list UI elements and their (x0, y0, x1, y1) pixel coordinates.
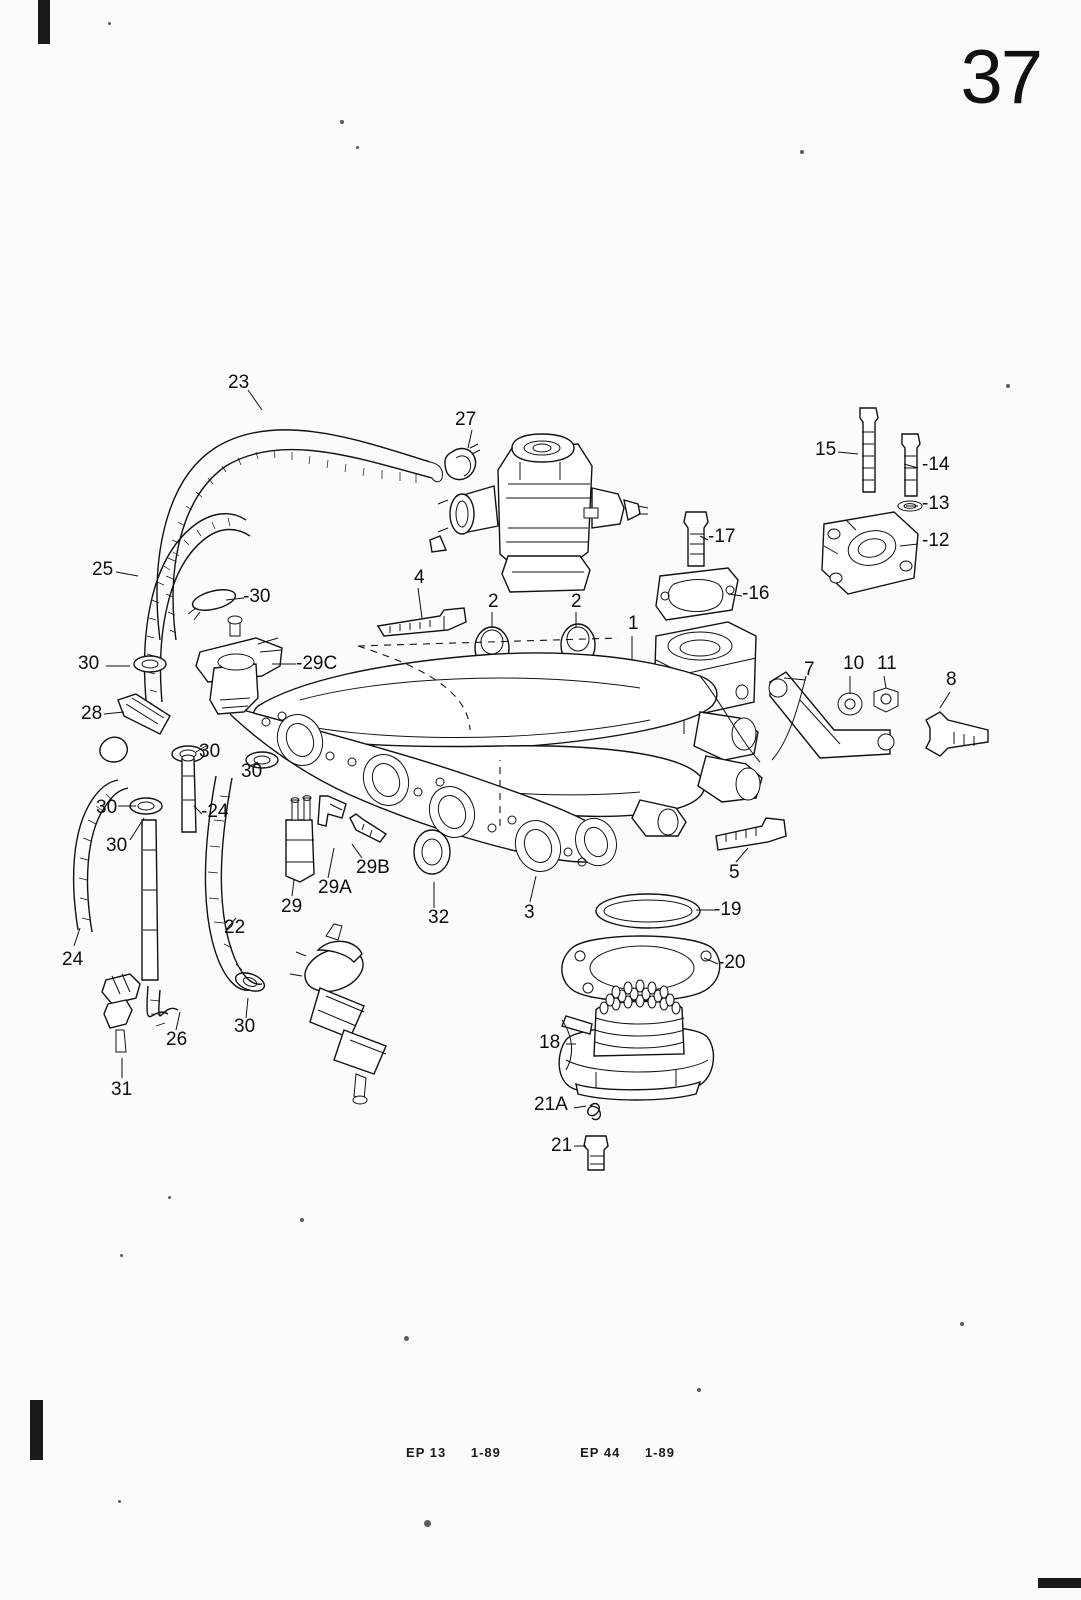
nut-11 (874, 688, 898, 712)
callout-19: -19 (714, 899, 742, 920)
bolt-5 (716, 818, 786, 850)
vacuum-servo (290, 924, 386, 1104)
callout-27: 27 (455, 409, 477, 430)
callout-11: 11 (877, 653, 897, 674)
callout-29A: 29A (318, 877, 352, 898)
footer-date-left: 1-89 (470, 1445, 501, 1460)
callout-30-c: 30 (199, 741, 221, 762)
page-footer (0, 1445, 1081, 1460)
bolt-15 (860, 408, 878, 492)
callout-29B: 29B (356, 857, 390, 878)
callout-5: 5 (729, 862, 740, 883)
callout-10: 10 (843, 653, 865, 674)
callout-32: 32 (428, 907, 450, 928)
callout-30-f: 30 (106, 835, 128, 856)
callout-20: -20 (718, 952, 746, 973)
scan-speck (424, 1520, 431, 1527)
gasket-19 (596, 894, 700, 928)
bolt-17 (684, 512, 708, 566)
bolt-21 (584, 1136, 608, 1170)
callout-12: -12 (922, 530, 950, 551)
bolt-8 (926, 712, 988, 756)
callout-30-e: 30 (96, 797, 118, 818)
callout-15: 15 (815, 439, 837, 460)
page-number: 37 (960, 35, 1041, 120)
clamp-27 (445, 444, 480, 480)
scan-speck (356, 146, 359, 149)
scan-speck (300, 1218, 304, 1222)
callout-1: 1 (628, 613, 639, 634)
callout-21A: 21A (534, 1094, 568, 1115)
bracket-7 (769, 672, 894, 758)
callout-23: 23 (228, 372, 250, 393)
callout-7: 7 (804, 659, 815, 680)
callout-8: 8 (946, 669, 957, 690)
callout-26: 26 (166, 1029, 188, 1050)
fuel-filter-29 (286, 796, 314, 882)
callout-24-b: 24 (62, 949, 84, 970)
bracket-29A (318, 796, 346, 826)
pipe-24c (142, 820, 158, 980)
footer-code-right: EP 44 (580, 1445, 621, 1460)
grommet-32 (414, 830, 450, 874)
pipe-24a (182, 755, 196, 832)
grommet-30e (233, 969, 267, 994)
callout-22: 22 (224, 917, 246, 938)
callout-30-g: 30 (234, 1016, 256, 1037)
scan-speck (168, 1196, 171, 1199)
callout-3: 3 (524, 902, 535, 923)
hose-26 (147, 986, 178, 1026)
callout-14: -14 (922, 454, 950, 475)
callout-28: 28 (81, 703, 103, 724)
callout-21: 21 (551, 1135, 573, 1156)
hose-28 (100, 694, 170, 762)
spring-21A (588, 1104, 601, 1120)
scan-speck (340, 120, 344, 124)
air-filter-18 (559, 980, 713, 1100)
washer-10 (838, 693, 862, 715)
scan-speck (800, 150, 804, 154)
callout-25: 25 (92, 559, 114, 580)
scan-speck (118, 1500, 121, 1503)
callout-2-a: 2 (488, 591, 499, 612)
grommet-30a (134, 656, 166, 672)
gasket-16 (656, 568, 738, 620)
callout-13: -13 (922, 493, 950, 514)
scan-speck (404, 1336, 409, 1341)
scan-speck (960, 1322, 964, 1326)
scan-speck (120, 1254, 123, 1257)
callout-29: 29 (281, 896, 303, 917)
callout-2-b: 2 (571, 591, 582, 612)
callout-24-a: -24 (201, 801, 229, 822)
scan-speck (1006, 384, 1010, 388)
callout-30-b: 30 (78, 653, 100, 674)
callout-17: -17 (708, 526, 736, 547)
callout-29C: -29C (296, 653, 338, 674)
bolt-14 (902, 434, 920, 496)
callout-18: 18 (539, 1032, 561, 1053)
footer-code-left: EP 13 (406, 1445, 447, 1460)
callout-30-a: -30 (243, 586, 271, 607)
callout-30-d: 30 (241, 761, 263, 782)
screw-29B (350, 814, 386, 842)
footer-date-right: 1-89 (644, 1445, 675, 1460)
scan-speck (697, 1388, 701, 1392)
flange-12 (822, 512, 918, 594)
callout-31: 31 (111, 1079, 133, 1100)
scan-speck (108, 22, 111, 25)
callout-16: -16 (742, 583, 770, 604)
bolt-4 (378, 608, 466, 636)
callout-4: 4 (414, 567, 425, 588)
connector-31 (102, 974, 140, 1052)
